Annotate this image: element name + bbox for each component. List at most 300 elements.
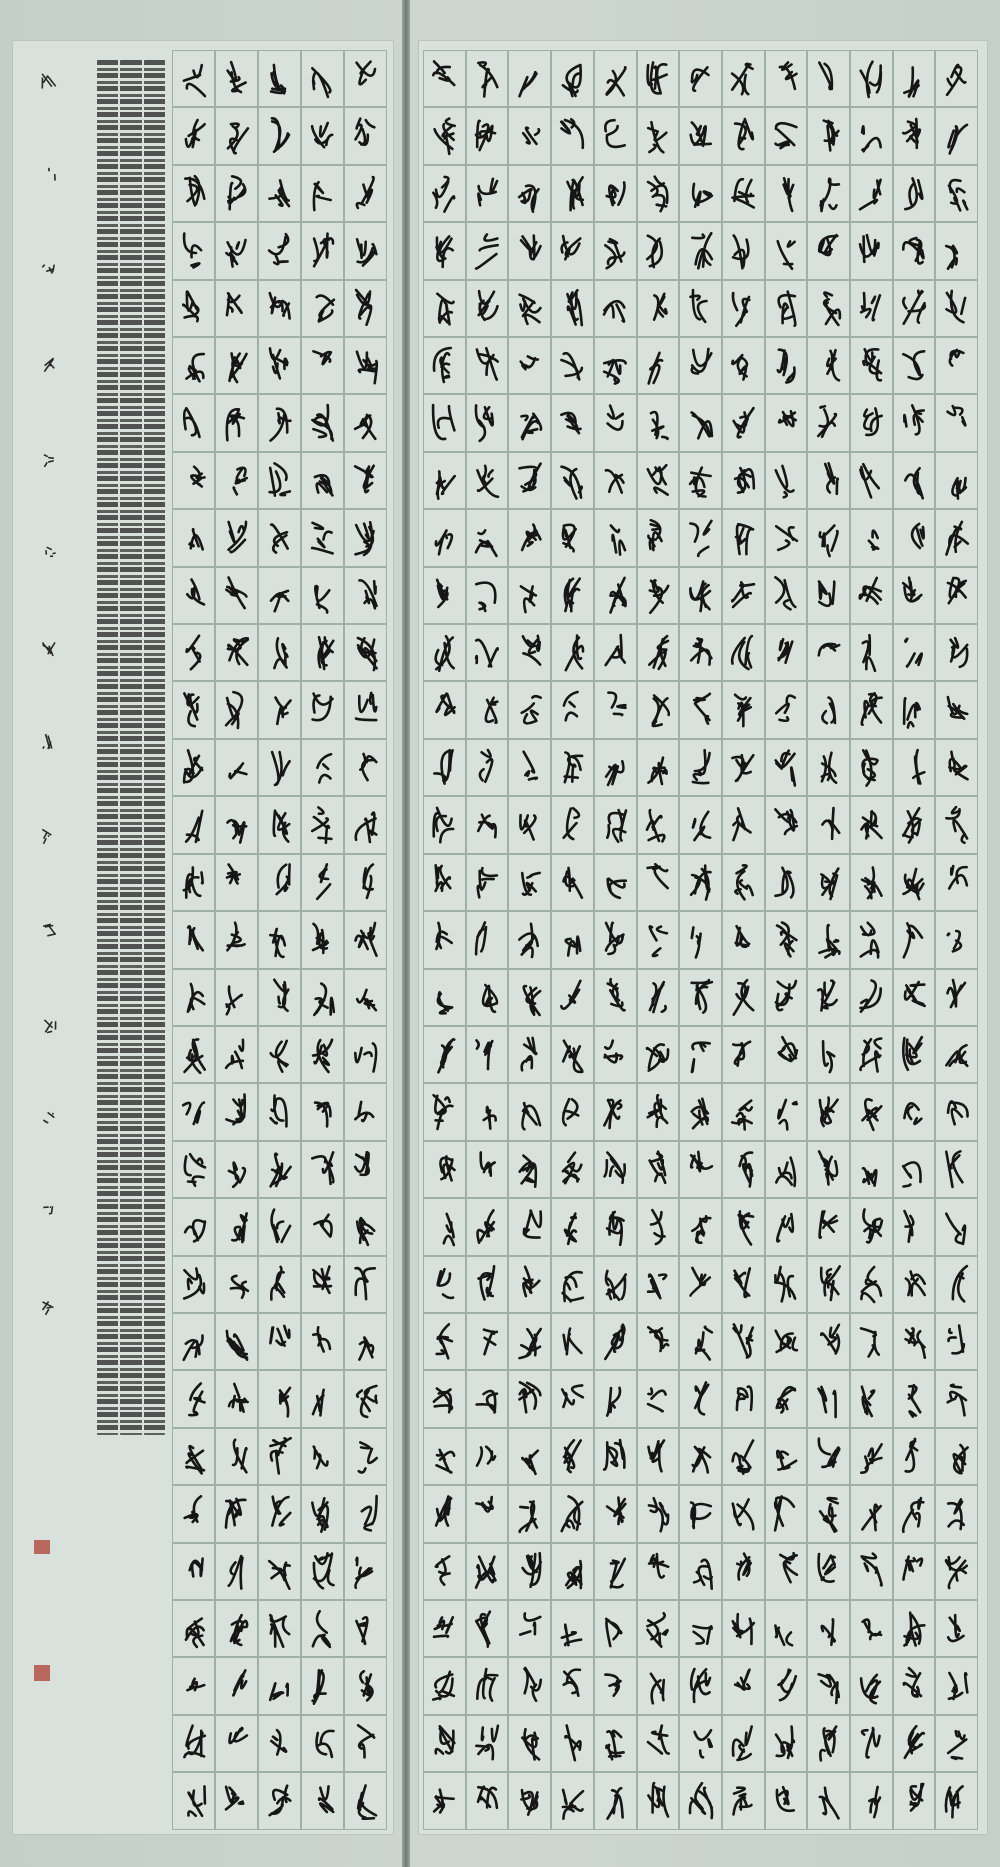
seal-script-character <box>935 1198 978 1255</box>
seal-script-character <box>258 969 301 1026</box>
seal-script-character <box>893 739 936 796</box>
character-glyph <box>814 1148 844 1190</box>
seal-script-character <box>637 337 680 394</box>
seal-script-character <box>679 911 722 968</box>
seal-script-character <box>172 1083 215 1140</box>
seal-script-character <box>301 911 344 968</box>
character-glyph <box>686 1550 716 1592</box>
seal-script-character <box>344 222 387 279</box>
seal-script-character <box>935 337 978 394</box>
seal-script-character <box>258 739 301 796</box>
character-glyph <box>472 1435 502 1477</box>
character-glyph <box>557 1550 587 1592</box>
character-glyph <box>686 1263 716 1305</box>
character-glyph <box>222 230 252 272</box>
seal-script-character <box>935 107 978 164</box>
seal-script-character <box>679 280 722 337</box>
character-glyph <box>686 1321 716 1363</box>
seal-script-character <box>594 107 637 164</box>
character-glyph <box>643 230 673 272</box>
seal-script-character <box>344 1772 387 1829</box>
character-glyph <box>222 804 252 846</box>
seal-script-character <box>935 1313 978 1370</box>
seal-script-character <box>215 509 258 566</box>
seal-script-character <box>850 739 893 796</box>
seal-script-character <box>765 739 808 796</box>
character-glyph <box>179 460 209 502</box>
character-glyph <box>942 1550 972 1592</box>
seal-script-character <box>637 969 680 1026</box>
character-glyph <box>308 861 338 903</box>
signature-character <box>39 164 59 186</box>
character-glyph <box>351 861 381 903</box>
character-glyph <box>814 1206 844 1248</box>
seal-script-character <box>807 1370 850 1427</box>
character-glyph <box>557 1493 587 1535</box>
seal-script-character <box>679 1313 722 1370</box>
seal-script-character <box>594 50 637 107</box>
character-glyph <box>472 345 502 387</box>
seal-script-character <box>258 1370 301 1427</box>
seal-script-character <box>594 280 637 337</box>
character-glyph <box>557 345 587 387</box>
character-glyph <box>771 632 801 674</box>
seal-script-character <box>935 1715 978 1772</box>
seal-script-character <box>850 394 893 451</box>
seal-script-character <box>722 1772 765 1829</box>
seal-script-character <box>850 854 893 911</box>
seal-script-character <box>722 854 765 911</box>
seal-script-character <box>423 1198 466 1255</box>
character-glyph <box>686 1665 716 1707</box>
seal-script-character <box>301 969 344 1026</box>
character-glyph <box>472 1493 502 1535</box>
seal-script-character <box>301 1026 344 1083</box>
character-glyph <box>515 1780 545 1822</box>
seal-script-character <box>935 1657 978 1714</box>
seal-script-character <box>765 624 808 681</box>
seal-script-character <box>344 1198 387 1255</box>
seal-script-character <box>935 567 978 624</box>
character-glyph <box>515 1263 545 1305</box>
character-glyph <box>308 1665 338 1707</box>
character-glyph <box>899 1206 929 1248</box>
seal-script-character <box>508 509 551 566</box>
seal-script-character <box>807 1772 850 1829</box>
character-glyph <box>472 689 502 731</box>
character-glyph <box>771 345 801 387</box>
seal-script-character <box>850 107 893 164</box>
character-glyph <box>308 1206 338 1248</box>
character-glyph <box>222 460 252 502</box>
seal-script-character <box>301 50 344 107</box>
seal-script-character <box>935 681 978 738</box>
seal-script-character <box>722 567 765 624</box>
character-glyph <box>899 230 929 272</box>
character-glyph <box>771 287 801 329</box>
character-glyph <box>942 58 972 100</box>
character-glyph <box>308 574 338 616</box>
seal-script-character <box>258 1256 301 1313</box>
seal-script-character <box>215 165 258 222</box>
character-glyph <box>899 1435 929 1477</box>
character-glyph <box>429 919 459 961</box>
signature-character <box>39 1015 59 1037</box>
seal-script-character <box>935 1026 978 1083</box>
seal-script-character <box>172 1256 215 1313</box>
seal-script-character <box>508 1313 551 1370</box>
seal-script-character <box>344 1026 387 1083</box>
seal-script-character <box>807 1600 850 1657</box>
character-glyph <box>814 689 844 731</box>
character-glyph <box>472 1148 502 1190</box>
seal-script-character <box>423 1772 466 1829</box>
character-glyph <box>557 517 587 559</box>
character-glyph <box>856 1091 886 1133</box>
character-glyph <box>856 1034 886 1076</box>
character-glyph <box>308 1550 338 1592</box>
seal-script-character <box>893 337 936 394</box>
character-glyph <box>814 1034 844 1076</box>
seal-script-character <box>807 739 850 796</box>
character-glyph <box>600 804 630 846</box>
character-glyph <box>222 1378 252 1420</box>
seal-script-character <box>637 1715 680 1772</box>
character-glyph <box>351 747 381 789</box>
character-glyph <box>771 861 801 903</box>
character-glyph <box>600 173 630 215</box>
seal-script-character <box>344 1083 387 1140</box>
character-glyph <box>429 1550 459 1592</box>
seal-script-character <box>215 1083 258 1140</box>
character-glyph <box>472 58 502 100</box>
character-glyph <box>600 1206 630 1248</box>
character-glyph <box>351 632 381 674</box>
character-glyph <box>643 402 673 444</box>
character-glyph <box>686 861 716 903</box>
character-glyph <box>686 173 716 215</box>
character-glyph <box>814 1263 844 1305</box>
character-glyph <box>179 1034 209 1076</box>
character-glyph <box>856 1550 886 1592</box>
seal-script-character <box>594 739 637 796</box>
character-glyph <box>643 1722 673 1764</box>
character-glyph <box>814 58 844 100</box>
seal-script-character <box>637 394 680 451</box>
character-glyph <box>899 574 929 616</box>
seal-script-character <box>637 739 680 796</box>
seal-script-character <box>850 911 893 968</box>
seal-script-character <box>893 1772 936 1829</box>
character-glyph <box>814 345 844 387</box>
character-glyph <box>351 1608 381 1650</box>
character-glyph <box>429 689 459 731</box>
seal-script-character <box>679 337 722 394</box>
character-glyph <box>429 230 459 272</box>
seal-script-character <box>637 911 680 968</box>
seal-script-character <box>807 50 850 107</box>
seal-script-character <box>466 1256 509 1313</box>
character-glyph <box>515 1378 545 1420</box>
seal-script-character <box>807 796 850 853</box>
character-glyph <box>265 1780 295 1822</box>
seal-script-character <box>466 1600 509 1657</box>
seal-script-character <box>301 854 344 911</box>
character-glyph <box>600 1034 630 1076</box>
seal-script-character <box>466 1198 509 1255</box>
character-glyph <box>728 632 758 674</box>
seal-script-character <box>679 1715 722 1772</box>
character-glyph <box>179 1493 209 1535</box>
character-glyph <box>557 632 587 674</box>
seal-script-character <box>258 1026 301 1083</box>
character-glyph <box>429 287 459 329</box>
signature-character <box>39 637 59 659</box>
seal-script-character <box>344 509 387 566</box>
character-glyph <box>179 1148 209 1190</box>
seal-script-character <box>765 796 808 853</box>
character-glyph <box>728 1550 758 1592</box>
seal-script-character <box>850 1370 893 1427</box>
seal-script-character <box>508 1772 551 1829</box>
character-glyph <box>265 345 295 387</box>
character-glyph <box>265 1148 295 1190</box>
seal-script-character <box>722 681 765 738</box>
character-glyph <box>515 861 545 903</box>
character-glyph <box>515 1435 545 1477</box>
seal-script-character <box>551 1370 594 1427</box>
character-glyph <box>472 1665 502 1707</box>
character-glyph <box>179 1091 209 1133</box>
character-glyph <box>856 115 886 157</box>
character-glyph <box>600 919 630 961</box>
character-glyph <box>856 460 886 502</box>
seal-script-character <box>722 280 765 337</box>
seal-script-character <box>508 1600 551 1657</box>
character-glyph <box>308 1148 338 1190</box>
character-glyph <box>856 689 886 731</box>
character-glyph <box>429 115 459 157</box>
character-glyph <box>265 574 295 616</box>
seal-script-character <box>637 567 680 624</box>
seal-script-character <box>551 1313 594 1370</box>
seal-script-character <box>301 624 344 681</box>
character-glyph <box>942 1091 972 1133</box>
character-glyph <box>222 58 252 100</box>
character-glyph <box>728 1263 758 1305</box>
seal-script-character <box>679 681 722 738</box>
character-glyph <box>265 919 295 961</box>
seal-script-character <box>466 280 509 337</box>
character-glyph <box>179 976 209 1018</box>
character-glyph <box>942 517 972 559</box>
character-glyph <box>179 115 209 157</box>
seal-script-character <box>679 1772 722 1829</box>
character-glyph <box>600 345 630 387</box>
character-glyph <box>814 173 844 215</box>
character-glyph <box>686 230 716 272</box>
character-glyph <box>942 1722 972 1764</box>
seal-script-character <box>679 1026 722 1083</box>
seal-script-character <box>466 1026 509 1083</box>
seal-script-character <box>215 222 258 279</box>
character-glyph <box>179 689 209 731</box>
seal-script-character <box>423 50 466 107</box>
seal-script-character <box>258 452 301 509</box>
seal-script-character <box>850 452 893 509</box>
seal-script-character <box>466 681 509 738</box>
seal-script-character <box>301 107 344 164</box>
character-glyph <box>265 689 295 731</box>
seal-script-character <box>258 1543 301 1600</box>
seal-script-character <box>765 1543 808 1600</box>
character-glyph <box>515 1034 545 1076</box>
seal-script-character <box>172 1485 215 1542</box>
seal-script-character <box>722 107 765 164</box>
character-glyph <box>600 1321 630 1363</box>
character-glyph <box>179 861 209 903</box>
seal-script-character <box>893 1256 936 1313</box>
seal-script-character <box>172 1772 215 1829</box>
seal-script-character <box>935 50 978 107</box>
seal-script-character <box>765 165 808 222</box>
character-glyph <box>686 1608 716 1650</box>
seal-script-character <box>935 1428 978 1485</box>
seal-script-character <box>807 681 850 738</box>
character-glyph <box>856 1780 886 1822</box>
seal-script-character <box>807 509 850 566</box>
character-glyph <box>265 1034 295 1076</box>
seal-script-character <box>807 1543 850 1600</box>
character-glyph <box>265 1493 295 1535</box>
seal-script-character <box>594 1772 637 1829</box>
character-glyph <box>222 115 252 157</box>
character-glyph <box>515 1321 545 1363</box>
character-glyph <box>686 115 716 157</box>
seal-script-character <box>258 1083 301 1140</box>
seal-script-character <box>423 739 466 796</box>
seal-script-character <box>301 280 344 337</box>
seal-script-character <box>722 1083 765 1140</box>
character-glyph <box>222 976 252 1018</box>
character-glyph <box>515 919 545 961</box>
seal-script-character <box>679 509 722 566</box>
character-glyph <box>179 287 209 329</box>
character-glyph <box>643 861 673 903</box>
character-glyph <box>814 1665 844 1707</box>
seal-script-character <box>215 854 258 911</box>
seal-script-character <box>258 394 301 451</box>
character-glyph <box>728 1378 758 1420</box>
seal-script-character <box>508 1083 551 1140</box>
seal-script-character <box>344 1600 387 1657</box>
seal-script-character <box>258 911 301 968</box>
character-glyph <box>942 345 972 387</box>
character-glyph <box>265 173 295 215</box>
seal-script-character <box>807 1083 850 1140</box>
seal-script-character <box>722 1313 765 1370</box>
seal-script-character <box>466 1141 509 1198</box>
character-glyph <box>222 1722 252 1764</box>
character-glyph <box>814 402 844 444</box>
seal-script-character <box>215 1657 258 1714</box>
character-glyph <box>265 460 295 502</box>
character-glyph <box>771 976 801 1018</box>
character-glyph <box>942 230 972 272</box>
seal-script-character <box>765 107 808 164</box>
seal-script-character <box>215 1543 258 1600</box>
seal-script-character <box>594 1428 637 1485</box>
character-glyph <box>351 1091 381 1133</box>
seal-script-character <box>807 1485 850 1542</box>
signature-character <box>39 1298 59 1320</box>
seal-script-character <box>258 1198 301 1255</box>
character-glyph <box>814 287 844 329</box>
seal-script-character <box>594 1715 637 1772</box>
character-glyph <box>771 402 801 444</box>
character-glyph <box>899 1780 929 1822</box>
character-glyph <box>600 1435 630 1477</box>
character-glyph <box>771 173 801 215</box>
character-glyph <box>643 747 673 789</box>
seal-script-character <box>679 1543 722 1600</box>
seal-script-character <box>258 567 301 624</box>
seal-script-character <box>594 452 637 509</box>
character-glyph <box>429 1321 459 1363</box>
character-glyph <box>643 58 673 100</box>
character-glyph <box>899 1378 929 1420</box>
seal-script-character <box>807 337 850 394</box>
character-glyph <box>899 804 929 846</box>
seal-script-character <box>893 1026 936 1083</box>
character-glyph <box>557 1378 587 1420</box>
character-glyph <box>308 1091 338 1133</box>
seal-script-character <box>935 1485 978 1542</box>
seal-script-character <box>637 107 680 164</box>
character-glyph <box>942 460 972 502</box>
seal-script-character <box>172 969 215 1026</box>
seal-script-character <box>215 1370 258 1427</box>
seal-script-character <box>850 1313 893 1370</box>
seal-script-character <box>301 1657 344 1714</box>
seal-script-character <box>508 452 551 509</box>
seal-script-character <box>765 1657 808 1714</box>
character-glyph <box>771 574 801 616</box>
seal-script-character <box>258 1600 301 1657</box>
seal-script-character <box>594 1485 637 1542</box>
character-glyph <box>265 1608 295 1650</box>
seal-script-character <box>551 1026 594 1083</box>
character-glyph <box>942 1378 972 1420</box>
character-glyph <box>899 287 929 329</box>
seal-script-character <box>765 969 808 1026</box>
character-glyph <box>899 345 929 387</box>
seal-script-character <box>466 796 509 853</box>
seal-script-character <box>508 1370 551 1427</box>
seal-script-character <box>508 1141 551 1198</box>
seal-script-character <box>258 1141 301 1198</box>
seal-script-character <box>765 337 808 394</box>
character-glyph <box>771 919 801 961</box>
seal-script-character <box>258 337 301 394</box>
character-glyph <box>686 1722 716 1764</box>
seal-script-character <box>765 1083 808 1140</box>
seal-script-character <box>722 222 765 279</box>
seal-script-character <box>301 739 344 796</box>
seal-script-character <box>344 165 387 222</box>
seal-script-character <box>551 222 594 279</box>
seal-script-character <box>637 1026 680 1083</box>
